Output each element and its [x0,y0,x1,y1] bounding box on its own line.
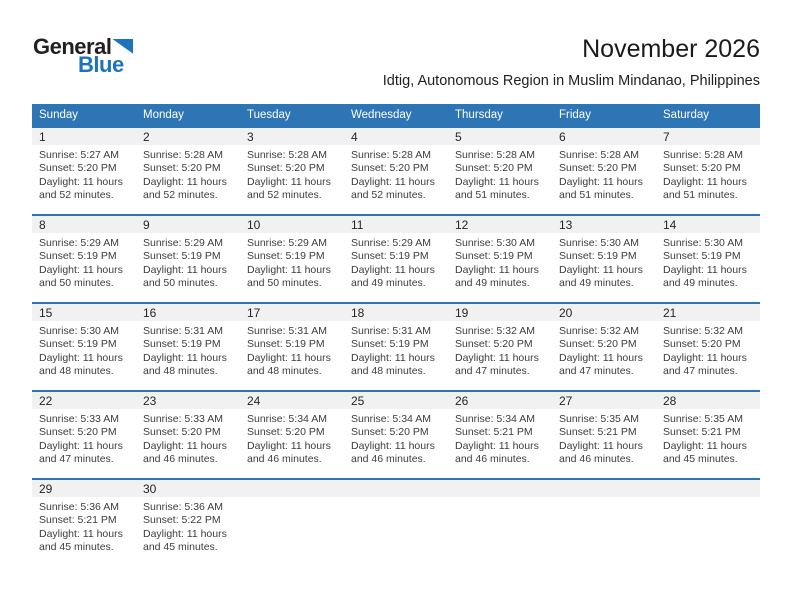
day-number-band [552,480,656,497]
day-cell-15 [32,304,136,390]
daylight-text: Daylight: 11 hours and 49 minutes. [559,263,643,290]
day-number: 5 [455,130,462,144]
day-details [32,233,136,291]
sunrise-text: Sunrise: 5:32 AM [663,325,743,337]
sunset-text: Sunset: 5:21 PM [663,426,741,439]
day-number: 26 [455,394,469,408]
sunrise-text: Sunrise: 5:31 AM [143,325,223,337]
day-details [344,145,448,203]
day-number: 7 [663,130,670,144]
day-number-band [344,128,448,145]
sunset-text: Sunset: 5:22 PM [143,514,221,527]
day-number-band [552,216,656,233]
daylight-text: Daylight: 11 hours and 45 minutes. [663,439,747,466]
sunset-text: Sunset: 5:19 PM [143,338,221,351]
page-title: November 2026 [582,35,760,63]
day-number-band [552,392,656,409]
day-cell-18 [344,304,448,390]
day-details [240,233,344,291]
day-details [448,233,552,291]
day-cell-24 [240,392,344,478]
day-number-band [136,392,240,409]
daylight-text: Daylight: 11 hours and 52 minutes. [143,175,227,202]
day-header-thursday: Thursday [455,109,503,121]
day-header-sunday: Sunday [39,109,79,121]
sunrise-text: Sunrise: 5:29 AM [39,237,119,249]
day-details [32,145,136,203]
daylight-text: Daylight: 11 hours and 52 minutes. [247,175,331,202]
day-details [344,497,448,501]
day-details [32,497,136,555]
sunrise-text: Sunrise: 5:30 AM [39,325,119,337]
day-number-band [32,392,136,409]
daylight-text: Daylight: 11 hours and 47 minutes. [39,439,123,466]
day-details [240,321,344,379]
daylight-text: Daylight: 11 hours and 51 minutes. [559,175,643,202]
day-cell-13 [552,216,656,302]
day-number-band [656,304,760,321]
day-number: 13 [559,218,573,232]
sunrise-text: Sunrise: 5:32 AM [559,325,639,337]
day-details [656,233,760,291]
daylight-text: Daylight: 11 hours and 48 minutes. [39,351,123,378]
sunrise-text: Sunrise: 5:29 AM [143,237,223,249]
day-number-band [32,304,136,321]
day-number: 10 [247,218,261,232]
general-blue-logo [33,36,133,77]
day-number: 6 [559,130,566,144]
day-details [136,409,240,467]
daylight-text: Daylight: 11 hours and 46 minutes. [455,439,539,466]
day-cell-3 [240,128,344,214]
day-number-band [240,480,344,497]
day-details [448,321,552,379]
day-number: 12 [455,218,469,232]
day-details [448,145,552,203]
sunset-text: Sunset: 5:20 PM [143,162,221,175]
sunrise-text: Sunrise: 5:33 AM [143,413,223,425]
day-details [552,321,656,379]
day-header-friday: Friday [559,109,591,121]
day-number-band [344,304,448,321]
sunrise-text: Sunrise: 5:28 AM [143,149,223,161]
daylight-text: Daylight: 11 hours and 45 minutes. [143,527,227,554]
sunrise-text: Sunrise: 5:29 AM [351,237,431,249]
daylight-text: Daylight: 11 hours and 51 minutes. [455,175,539,202]
day-number: 15 [39,306,53,320]
daylight-text: Daylight: 11 hours and 52 minutes. [351,175,435,202]
sunrise-text: Sunrise: 5:32 AM [455,325,535,337]
day-number: 29 [39,482,53,496]
sunrise-text: Sunrise: 5:36 AM [39,501,119,513]
sunset-text: Sunset: 5:20 PM [39,162,117,175]
day-number: 18 [351,306,365,320]
day-cell-14 [656,216,760,302]
day-number: 1 [39,130,46,144]
daylight-text: Daylight: 11 hours and 48 minutes. [247,351,331,378]
day-cell-16 [136,304,240,390]
daylight-text: Daylight: 11 hours and 50 minutes. [247,263,331,290]
sunrise-text: Sunrise: 5:31 AM [247,325,327,337]
day-cell-1 [32,128,136,214]
daylight-text: Daylight: 11 hours and 47 minutes. [559,351,643,378]
sunset-text: Sunset: 5:21 PM [39,514,117,527]
day-cell-12 [448,216,552,302]
day-cell-26 [448,392,552,478]
daylight-text: Daylight: 11 hours and 46 minutes. [143,439,227,466]
day-number-band [344,216,448,233]
sunrise-text: Sunrise: 5:31 AM [351,325,431,337]
sunset-text: Sunset: 5:20 PM [351,426,429,439]
sunrise-text: Sunrise: 5:28 AM [663,149,743,161]
week-row-2 [32,214,760,302]
day-number: 3 [247,130,254,144]
day-details [656,321,760,379]
day-details [32,321,136,379]
day-cell-2 [136,128,240,214]
daylight-text: Daylight: 11 hours and 50 minutes. [39,263,123,290]
day-details [552,145,656,203]
sunset-text: Sunset: 5:19 PM [351,250,429,263]
day-details [136,321,240,379]
day-number-band [656,128,760,145]
day-number: 21 [663,306,677,320]
sunset-text: Sunset: 5:19 PM [351,338,429,351]
week-row-5 [32,478,760,566]
day-number-band [240,216,344,233]
sunset-text: Sunset: 5:19 PM [663,250,741,263]
day-number: 28 [663,394,677,408]
sunset-text: Sunset: 5:19 PM [39,250,117,263]
sunset-text: Sunset: 5:20 PM [663,162,741,175]
day-number-band [136,128,240,145]
sunset-text: Sunset: 5:20 PM [455,162,533,175]
sunrise-text: Sunrise: 5:34 AM [247,413,327,425]
day-cell-30 [136,480,240,566]
sunset-text: Sunset: 5:19 PM [455,250,533,263]
day-number: 14 [663,218,677,232]
sunrise-text: Sunrise: 5:36 AM [143,501,223,513]
day-number-band [136,304,240,321]
sunset-text: Sunset: 5:19 PM [559,250,637,263]
sunrise-text: Sunrise: 5:28 AM [351,149,431,161]
day-number: 23 [143,394,157,408]
daylight-text: Daylight: 11 hours and 52 minutes. [39,175,123,202]
sunset-text: Sunset: 5:21 PM [455,426,533,439]
day-details [656,145,760,203]
daylight-text: Daylight: 11 hours and 47 minutes. [455,351,539,378]
day-cell-27 [552,392,656,478]
day-cell-empty [656,480,760,566]
logo-text-blue: Blue [78,52,124,77]
day-number: 4 [351,130,358,144]
day-cell-22 [32,392,136,478]
daylight-text: Daylight: 11 hours and 48 minutes. [143,351,227,378]
day-details [240,409,344,467]
day-number: 19 [455,306,469,320]
day-number-band [344,480,448,497]
day-number: 11 [351,218,364,232]
day-number: 25 [351,394,365,408]
day-number-band [344,392,448,409]
daylight-text: Daylight: 11 hours and 50 minutes. [143,263,227,290]
day-details [344,321,448,379]
day-number: 30 [143,482,157,496]
day-number: 17 [247,306,261,320]
daylight-text: Daylight: 11 hours and 49 minutes. [351,263,435,290]
sunrise-text: Sunrise: 5:33 AM [39,413,119,425]
sunrise-text: Sunrise: 5:28 AM [247,149,327,161]
daylight-text: Daylight: 11 hours and 46 minutes. [351,439,435,466]
sunrise-text: Sunrise: 5:29 AM [247,237,327,249]
day-header-wednesday: Wednesday [351,109,412,121]
day-details [448,497,552,501]
day-cell-empty [552,480,656,566]
day-cell-4 [344,128,448,214]
daylight-text: Daylight: 11 hours and 46 minutes. [559,439,643,466]
calendar-weeks [32,126,760,566]
title-block [383,34,760,89]
day-number-band [240,304,344,321]
day-header-tuesday: Tuesday [247,109,291,121]
week-row-3 [32,302,760,390]
day-number-band [656,480,760,497]
sunrise-text: Sunrise: 5:30 AM [559,237,639,249]
day-number: 22 [39,394,53,408]
sunset-text: Sunset: 5:19 PM [247,338,325,351]
day-details [136,145,240,203]
day-cell-8 [32,216,136,302]
logo-text-general: General [33,34,112,59]
sunset-text: Sunset: 5:20 PM [663,338,741,351]
sunrise-text: Sunrise: 5:35 AM [663,413,743,425]
day-details [552,233,656,291]
day-cell-20 [552,304,656,390]
sunset-text: Sunset: 5:20 PM [559,338,637,351]
day-cell-5 [448,128,552,214]
sunrise-text: Sunrise: 5:27 AM [39,149,119,161]
sunset-text: Sunset: 5:19 PM [247,250,325,263]
day-number-band [552,304,656,321]
sunset-text: Sunset: 5:20 PM [39,426,117,439]
day-number-band [448,128,552,145]
sunset-text: Sunset: 5:20 PM [143,426,221,439]
sunset-text: Sunset: 5:20 PM [351,162,429,175]
day-details [344,409,448,467]
day-number-band [448,216,552,233]
week-row-4 [32,390,760,478]
daylight-text: Daylight: 11 hours and 47 minutes. [663,351,747,378]
day-details [448,409,552,467]
day-cell-29 [32,480,136,566]
day-number-band [32,480,136,497]
day-details [136,497,240,555]
day-cell-21 [656,304,760,390]
day-cell-28 [656,392,760,478]
day-cell-6 [552,128,656,214]
sunset-text: Sunset: 5:20 PM [247,426,325,439]
day-cell-empty [344,480,448,566]
day-number: 2 [143,130,150,144]
day-cell-empty [240,480,344,566]
sunrise-text: Sunrise: 5:28 AM [559,149,639,161]
day-number: 9 [143,218,150,232]
sunrise-text: Sunrise: 5:34 AM [351,413,431,425]
day-header-saturday: Saturday [663,109,710,121]
daylight-text: Daylight: 11 hours and 48 minutes. [351,351,435,378]
sunset-text: Sunset: 5:20 PM [559,162,637,175]
day-number-band [448,304,552,321]
daylight-text: Daylight: 11 hours and 51 minutes. [663,175,747,202]
day-number-band [32,128,136,145]
day-number-band [656,392,760,409]
day-number: 16 [143,306,157,320]
day-cell-9 [136,216,240,302]
day-headers-row [32,104,760,126]
day-cell-11 [344,216,448,302]
day-cell-empty [448,480,552,566]
day-number-band [552,128,656,145]
day-details [240,145,344,203]
sunrise-text: Sunrise: 5:30 AM [455,237,535,249]
day-number-band [240,128,344,145]
day-details [240,497,344,501]
day-number-band [448,392,552,409]
sunrise-text: Sunrise: 5:35 AM [559,413,639,425]
week-row-1 [32,126,760,214]
daylight-text: Daylight: 11 hours and 49 minutes. [455,263,539,290]
day-number: 20 [559,306,573,320]
daylight-text: Daylight: 11 hours and 49 minutes. [663,263,747,290]
day-details [552,409,656,467]
day-cell-7 [656,128,760,214]
day-cell-23 [136,392,240,478]
sunset-text: Sunset: 5:20 PM [247,162,325,175]
day-number: 8 [39,218,46,232]
day-cell-25 [344,392,448,478]
day-details [552,497,656,501]
day-cell-19 [448,304,552,390]
day-number-band [656,216,760,233]
sunset-text: Sunset: 5:20 PM [455,338,533,351]
day-number-band [240,392,344,409]
day-cell-17 [240,304,344,390]
day-details [656,497,760,501]
daylight-text: Daylight: 11 hours and 46 minutes. [247,439,331,466]
page-subtitle: Idtig, Autonomous Region in Muslim Mindanao, Philippines [382,73,760,89]
day-number-band [136,480,240,497]
day-number-band [448,480,552,497]
sunset-text: Sunset: 5:19 PM [143,250,221,263]
day-details [136,233,240,291]
day-cell-10 [240,216,344,302]
day-details [656,409,760,467]
day-details [32,409,136,467]
sunrise-text: Sunrise: 5:28 AM [455,149,535,161]
sunrise-text: Sunrise: 5:30 AM [663,237,743,249]
day-number-band [136,216,240,233]
sunset-text: Sunset: 5:19 PM [39,338,117,351]
calendar [32,104,760,566]
daylight-text: Daylight: 11 hours and 45 minutes. [39,527,123,554]
day-number: 24 [247,394,261,408]
day-number-band [32,216,136,233]
sunrise-text: Sunrise: 5:34 AM [455,413,535,425]
day-details [344,233,448,291]
day-header-monday: Monday [143,109,184,121]
sunset-text: Sunset: 5:21 PM [559,426,637,439]
day-number: 27 [559,394,573,408]
